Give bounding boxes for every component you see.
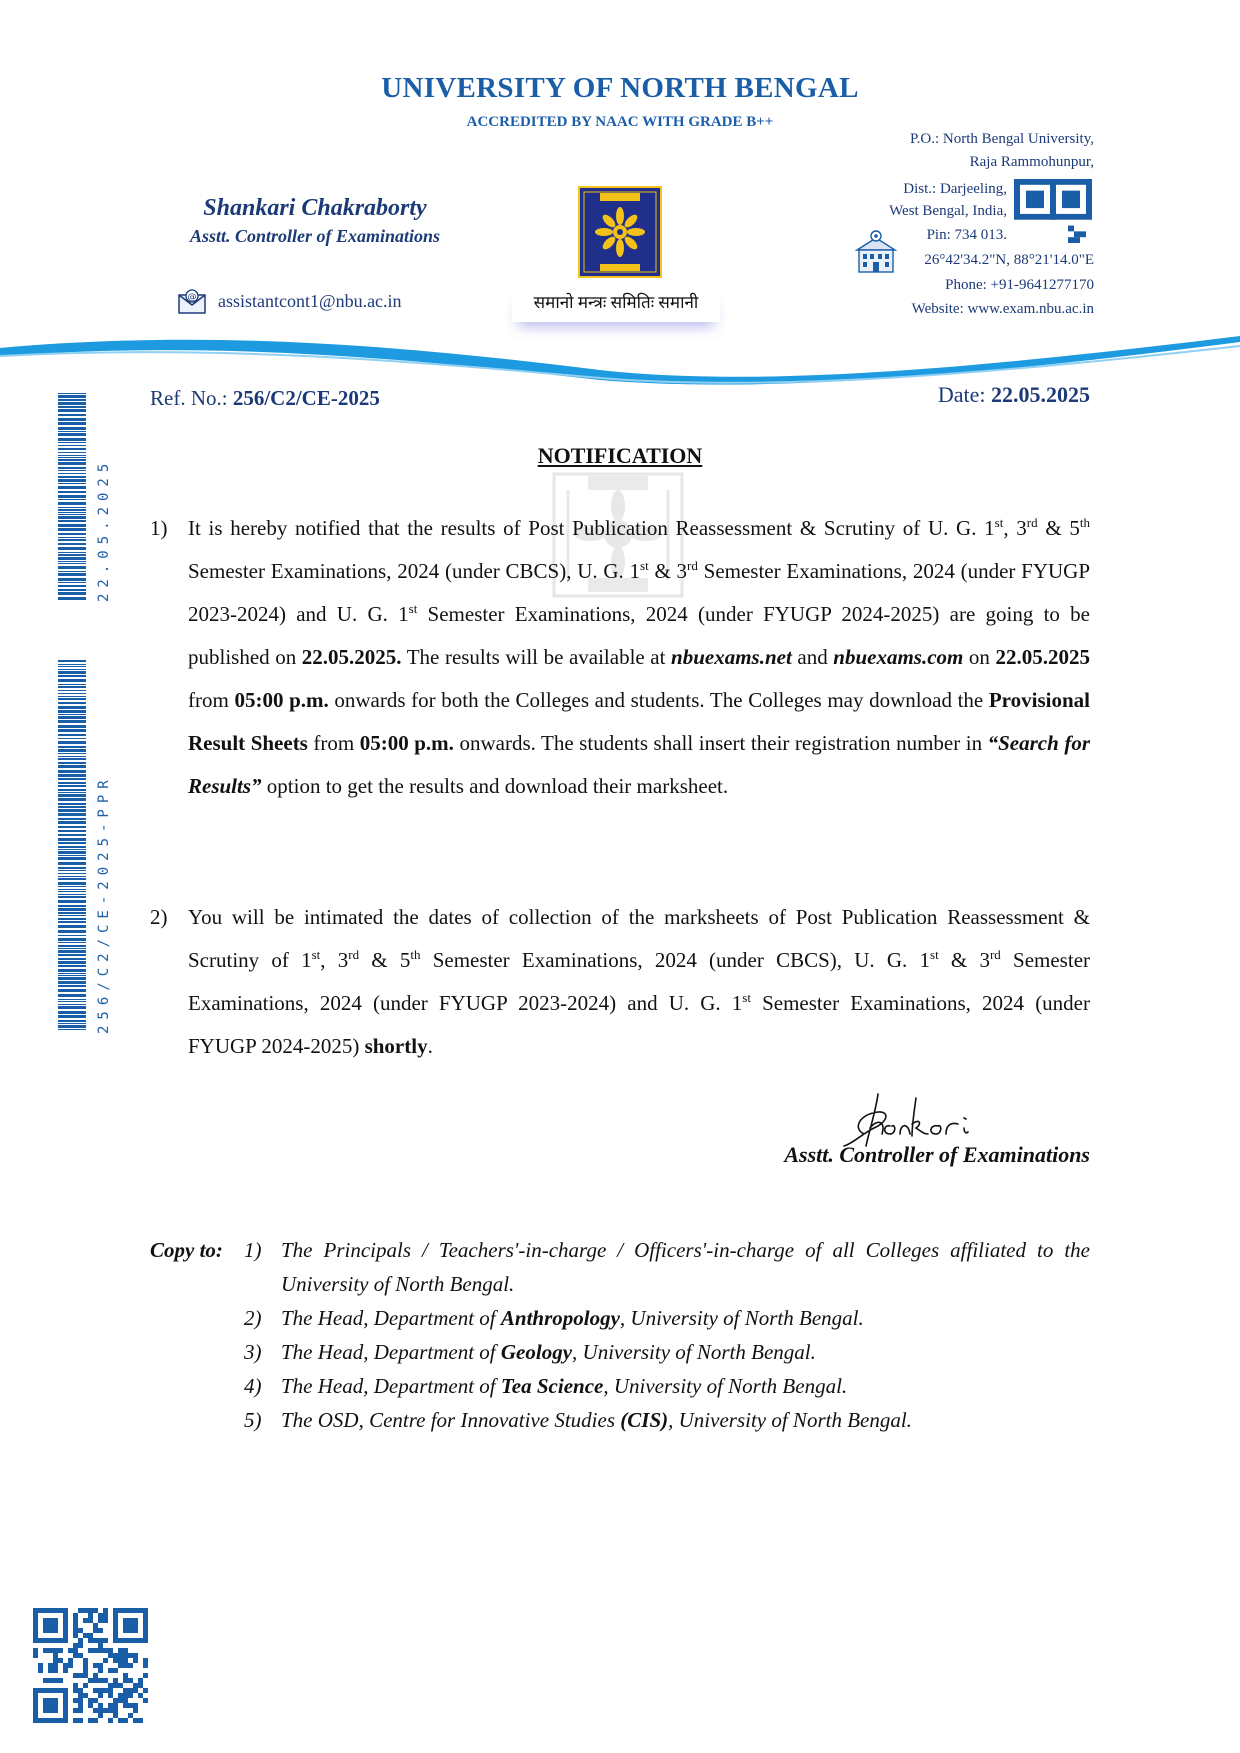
copy-to-item: Copy to: 1) The Principals / Teachers'-in-charge / Officers'-in-charge of all Colleges affiliated to the University of North Bengal. (150, 1233, 1090, 1301)
address-po: P.O.: North Bengal University, (909, 131, 1094, 147)
copy-to-item: 2) The Head, Department of Anthropology, University of North Bengal. (244, 1306, 864, 1330)
officer-name: Shankari Chakraborty (203, 195, 427, 221)
paragraph-text: It is hereby notified that the results of Post Publication Reassessment & Scrutiny of U. G. 1st, 3rd & 5th Semester Examinations, 2024 (under CBCS), U. G. 1st & 3rd Semester Examinations, 2024 (under FYUGP 2023-2024) and U. G. 1st Semester Examinations, 2024 (under FYUGP 2024-2025) are going to be published on 22.05.2025. The results will be available at nbuexams.net and nbuexams.com on 22.05.2025 from 05:00 p.m. onwards for both the Colleges and students. The Colleges may download the Provisional Result Sheets from 05:00 p.m. onwards. The students shall insert their registration number in “Search for Results” option to get the results and download their marksheet. (188, 515, 1091, 798)
notice-date (938, 382, 1090, 408)
email-address[interactable]: assistantcont1@nbu.ac.in (218, 290, 402, 311)
building-icon (853, 230, 899, 275)
address-place: Raja Rammohunpur, (969, 154, 1094, 170)
barcode-date-text: 22.05.2025 (96, 457, 112, 602)
page-title: NOTIFICATION (537, 443, 703, 468)
date-value: 22.05.2025 (991, 382, 1090, 407)
accreditation-line: ACCREDITED BY NAAC WITH GRADE B++ (466, 114, 774, 130)
address-phone: Phone: +91-9641277170 (945, 277, 1094, 293)
date-label: Date: (937, 382, 986, 407)
website-link[interactable]: nbuexams.net (671, 645, 792, 669)
address-district: Dist.: Darjeeling, (903, 181, 1007, 197)
university-motto: समानो मन्त्रः समितिः समानी (512, 288, 720, 322)
vertical-barcode (58, 393, 86, 603)
officer-title: Asstt. Controller of Examinations (189, 226, 441, 246)
university-name: UNIVERSITY OF NORTH BENGAL (381, 72, 859, 104)
email-row[interactable] (178, 288, 402, 314)
envelope-icon (178, 288, 206, 314)
notice-paragraph-1 (150, 507, 1090, 808)
address-website[interactable]: Website: www.exam.nbu.ac.in (911, 301, 1094, 317)
university-emblem-icon (578, 186, 662, 278)
address-gps: 26°42'34.2"N, 88°21'14.0"E (924, 252, 1094, 268)
signatory-title: Asstt. Controller of Examinations (784, 1142, 1090, 1167)
svg-text:@: @ (187, 292, 197, 303)
ref-label: Ref. No.: (150, 386, 228, 410)
location-qr-icon (1014, 179, 1092, 243)
copy-to-item: 5) The OSD, Centre for Innovative Studies (CIS), University of North Bengal. (244, 1408, 912, 1432)
copy-to-list (150, 1233, 1090, 1437)
copy-to-item: 3) The Head, Department of Geology, University of North Bengal. (244, 1340, 816, 1364)
website-link[interactable]: nbuexams.com (833, 645, 964, 669)
copy-to-item: 4) The Head, Department of Tea Science, University of North Bengal. (244, 1374, 848, 1398)
paragraph-number: 2) (150, 905, 168, 929)
copy-to-label: Copy to: (150, 1238, 223, 1262)
address-pin: Pin: 734 013. (926, 227, 1007, 243)
ref-value: 256/C2/CE-2025 (232, 386, 380, 410)
barcode-ref-text: 256/C2/CE-2025-PPR (96, 774, 112, 1034)
handwritten-signature (830, 1088, 1030, 1150)
reference-number (150, 386, 380, 411)
vertical-barcode (58, 660, 86, 1033)
paragraph-text: You will be intimated the dates of collection of the marksheets of Post Publication Reassessment & Scrutiny of 1st, 3rd & 5th Semester Examinations, 2024 (under CBCS), U. G. 1st & 3rd Semester Examinations, 2024 (under FYUGP 2023-2024) and U. G. 1st Semester Examinations, 2024 (under FYUGP 2024-2025) shortly. (188, 905, 1091, 1058)
verification-qr-icon (33, 1608, 148, 1723)
paragraph-number: 1) (150, 516, 168, 540)
notice-paragraph-2 (150, 896, 1090, 1068)
address-state: West Bengal, India, (889, 203, 1007, 219)
